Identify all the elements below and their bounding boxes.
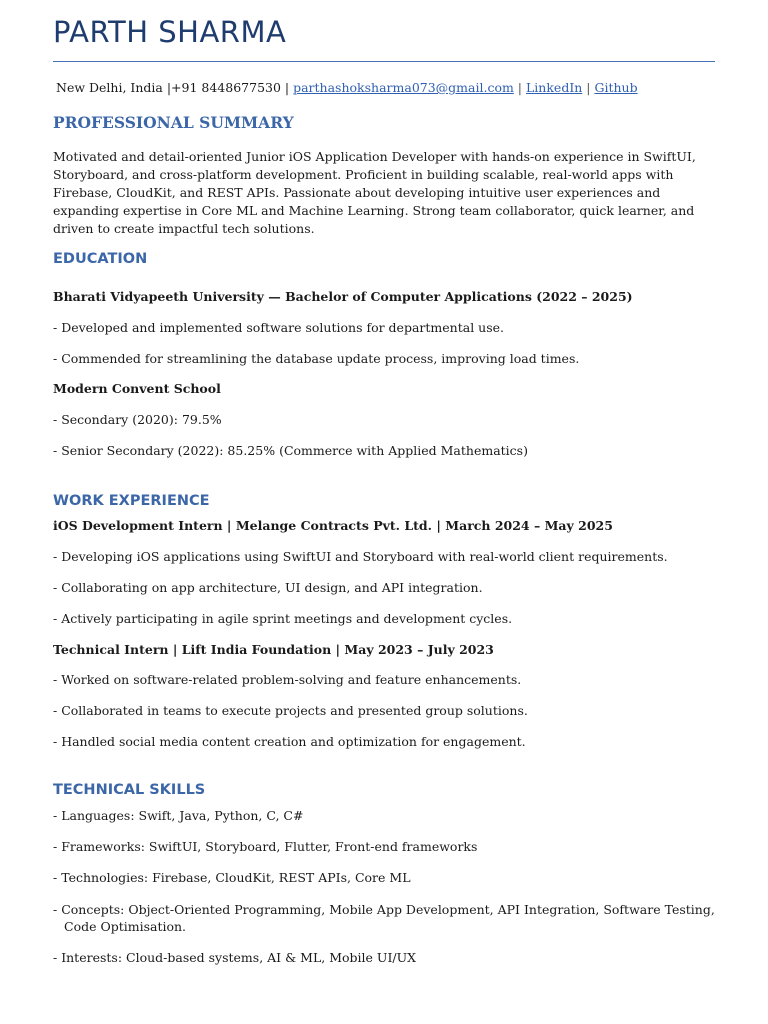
- experience-title: Technical Intern | Lift India Foundation | May 2023 – July 2023: [53, 642, 494, 657]
- education-item: - Secondary (2020): 79.5%: [53, 412, 222, 427]
- experience-item: - Developing iOS applications using SwiftUI and Storyboard with real-world client requirements.: [53, 549, 668, 564]
- skills-item: - Frameworks: SwiftUI, Storyboard, Flutter, Front-end frameworks: [53, 839, 478, 854]
- experience-item: - Worked on software-related problem-solving and feature enhancements.: [53, 672, 522, 687]
- candidate-name: PARTH SHARMA: [53, 15, 287, 49]
- summary-heading: PROFESSIONAL SUMMARY: [53, 113, 294, 132]
- experience-item: - Handled social media content creation and optimization for engagement.: [53, 734, 526, 749]
- email-link[interactable]: parthashoksharma073@gmail.com: [293, 80, 514, 95]
- skills-item: - Interests: Cloud-based systems, AI & ML, Mobile UI/UX: [53, 950, 417, 965]
- experience-heading: WORK EXPERIENCE: [53, 493, 210, 509]
- education-item: - Senior Secondary (2022): 85.25% (Commerce with Applied Mathematics): [53, 443, 528, 458]
- summary-text: Motivated and detail-oriented Junior iOS Application Developer with hands-on experience in SwiftUI, Storyboard, and cross-platform development. Proficient in building scalable, real-world apps with Firebase, CloudKit, and REST APIs. Passionate about developing intuitive user experiences and expanding expertise in Core ML and Machine Learning. Strong team collaborator, quick learner, and driven to create impactful tech solutions.: [53, 149, 696, 236]
- experience-item: - Collaborated in teams to execute projects and presented group solutions.: [53, 703, 528, 718]
- contact-separator: |: [582, 80, 595, 95]
- education-title: Bharati Vidyapeeth University — Bachelor of Computer Applications (2022 – 2025): [53, 289, 633, 304]
- contact-location-phone: New Delhi, India |+91 8448677530 |: [56, 80, 294, 95]
- experience-title: iOS Development Intern | Melange Contracts Pvt. Ltd. | March 2024 – May 2025: [53, 518, 613, 533]
- education-item: - Developed and implemented software solutions for departmental use.: [53, 320, 504, 335]
- skills-item: - Languages: Swift, Java, Python, C, C#: [53, 808, 304, 823]
- contact-separator: |: [513, 80, 526, 95]
- education-item: - Commended for streamlining the database update process, improving load times.: [53, 351, 580, 366]
- linkedin-link[interactable]: LinkedIn: [526, 80, 583, 95]
- skills-item: - Technologies: Firebase, CloudKit, REST APIs, Core ML: [53, 870, 411, 885]
- header-divider: [53, 61, 715, 62]
- experience-item: - Actively participating in agile sprint meetings and development cycles.: [53, 611, 513, 626]
- education-heading: EDUCATION: [53, 251, 148, 267]
- education-title: Modern Convent School: [53, 381, 221, 396]
- experience-item: - Collaborating on app architecture, UI design, and API integration.: [53, 580, 483, 595]
- skills-item: - Concepts: Object-Oriented Programming, Mobile App Development, API Integration, Software Testing, Code Optimisation.: [53, 902, 715, 934]
- contact-line: [56, 80, 638, 95]
- github-link[interactable]: Github: [594, 80, 638, 95]
- skills-heading: TECHNICAL SKILLS: [53, 782, 206, 798]
